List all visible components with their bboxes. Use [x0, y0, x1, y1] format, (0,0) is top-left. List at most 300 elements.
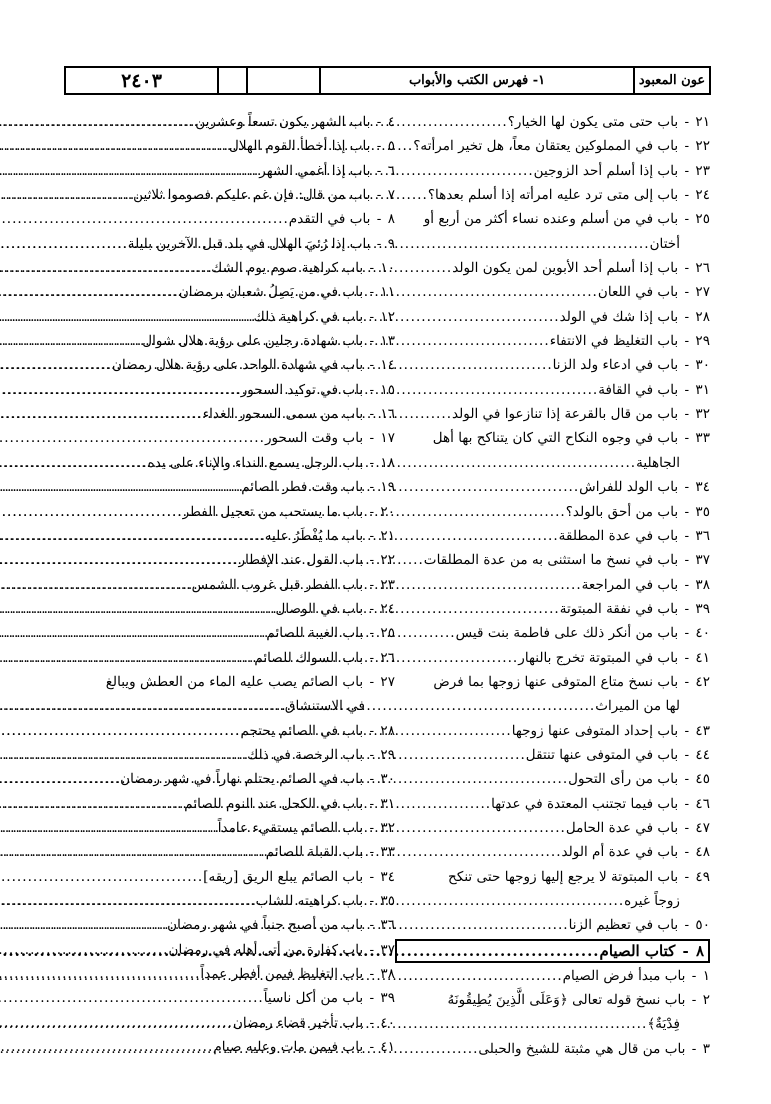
- entry-title: باب في المتوفى عنها تنتقل: [525, 746, 679, 763]
- entry-title: باب تأخير قضاء رمضان: [232, 1014, 364, 1031]
- entry-number: ٨: [387, 211, 395, 228]
- entry-separator: -: [365, 819, 379, 836]
- toc-entry: [395, 548, 710, 572]
- entry-title: باب إذا شك في الولد: [559, 308, 679, 325]
- entry-title: باب في توكيد السحور: [240, 381, 364, 398]
- entry-number: ٣٥: [695, 503, 710, 520]
- entry-title: باب مبدأ فرض الصيام: [562, 967, 686, 984]
- entry-separator: -: [365, 941, 379, 958]
- entry-title: باب المبتوتة لا يرجع إليها زوجها حتى تنكح: [448, 868, 679, 885]
- entry-separator: -: [680, 138, 694, 155]
- toc-entry: [68, 280, 395, 304]
- entry-number: ١٥: [380, 381, 395, 398]
- entry-title: باب ما يستحب من تعجيل الفطر: [182, 503, 364, 520]
- dot-leader: [0, 986, 264, 1010]
- entry-number: ٢٩: [380, 746, 395, 763]
- entry-separator: -: [365, 893, 379, 909]
- entry-title: باب في عدة أم الولد: [561, 844, 679, 861]
- toc-entry: [395, 988, 710, 1012]
- toc-entry: [395, 1037, 710, 1061]
- header-spacer: [246, 68, 319, 93]
- toc-entry: [395, 134, 710, 158]
- entry-separator: -: [680, 795, 694, 812]
- toc-entry: [395, 475, 710, 499]
- entry-number: ٢٢: [695, 138, 710, 155]
- entry-separator: -: [365, 454, 379, 471]
- dot-leader: [0, 500, 183, 524]
- entry-title: باب في اللعان: [597, 284, 679, 301]
- entry-title: باب نسخ قوله تعالى ﴿وَعَلَى الَّذِينَ يُطِيقُونَهُ: [447, 992, 686, 1009]
- entry-separator: -: [365, 673, 379, 690]
- entry-separator: -: [680, 479, 694, 496]
- entry-number: ١٠: [380, 260, 395, 277]
- dot-leader: [0, 402, 203, 426]
- toc-entry: [68, 329, 395, 353]
- entry-separator: -: [680, 844, 694, 861]
- entry-title: باب الشهر يكون تسعاً وعشرين: [195, 114, 371, 130]
- toc-entry: [68, 548, 395, 572]
- toc-entry: [395, 889, 710, 913]
- entry-separator: -: [680, 357, 694, 374]
- entry-number: ١٨: [380, 454, 395, 471]
- entry-number: ٤٤: [695, 746, 710, 763]
- dot-leader: [0, 305, 254, 329]
- entry-separator: -: [365, 527, 379, 544]
- entry-number: ٢٦: [695, 260, 710, 277]
- toc-entry: [68, 913, 395, 937]
- dot-leader: [0, 792, 184, 816]
- entry-separator: -: [365, 284, 379, 301]
- entry-number: ٩: [387, 235, 395, 252]
- entry-title: باب الصائم يصب عليه الماء من العطش ويبالغ: [105, 673, 364, 690]
- toc-entry: [68, 694, 395, 718]
- entry-title: باب نسخ متاع المتوفى عنها زوجها بما فرض: [433, 673, 679, 690]
- toc-entry: [395, 621, 710, 645]
- entry-number: ٣٢: [380, 819, 395, 836]
- toc-entry: [395, 305, 710, 329]
- entry-title: باب كراهيته للشاب: [255, 893, 364, 909]
- toc-entry: [395, 378, 710, 402]
- toc-entry: [68, 183, 395, 207]
- toc-entry: [68, 110, 395, 134]
- entry-separator: -: [365, 308, 379, 325]
- entry-separator: -: [365, 771, 379, 788]
- entry-title: باب التغليظ فيمن أفطر عمداً: [200, 966, 364, 983]
- toc-entry: [395, 207, 710, 231]
- entry-title: باب في شهادة الواحد على رؤية هلال رمضان: [112, 357, 364, 374]
- entry-title: لها من الميراث: [595, 698, 680, 715]
- toc-entry: [68, 816, 395, 840]
- entry-separator: -: [680, 771, 694, 788]
- entry-title: باب القبلة للصائم: [265, 844, 364, 861]
- dot-leader: [0, 865, 203, 889]
- entry-number: ٢٤: [380, 600, 395, 617]
- entry-number: ٨: [695, 941, 704, 960]
- entry-number: ٤٥: [695, 771, 710, 788]
- entry-title: باب إذا أسلم أحد الزوجين: [533, 162, 679, 179]
- dot-leader: [0, 816, 218, 840]
- dot-leader: [0, 451, 148, 475]
- entry-separator: -: [680, 284, 694, 301]
- toc-entry: [68, 1035, 395, 1059]
- entry-title: باب في كراهية ذلك: [253, 308, 364, 325]
- entry-number: ٢٧: [695, 284, 710, 301]
- entry-number: ٢٦: [380, 649, 395, 666]
- dot-leader: [0, 719, 240, 743]
- toc-entry: [68, 232, 395, 256]
- entry-separator: -: [687, 1040, 701, 1057]
- entry-number: ٣١: [695, 381, 710, 398]
- toc-entry: [68, 597, 395, 621]
- dot-leader: [0, 207, 289, 231]
- entry-title: باب القول عند الإفطار: [238, 552, 364, 569]
- entry-number: ٥: [387, 138, 395, 155]
- entry-title: باب من قال بالقرعة إذا تنازعوا في الولد: [452, 406, 679, 423]
- toc-entry: [68, 986, 395, 1010]
- toc-entry: [68, 207, 395, 231]
- entry-title: باب في عدة المطلقة: [558, 527, 679, 544]
- dot-leader: [0, 256, 211, 280]
- entry-title: باب من سمى السحور الغداء: [202, 406, 364, 423]
- entry-separator: -: [680, 722, 694, 739]
- dot-leader: [0, 353, 112, 377]
- toc-entry: [395, 1012, 710, 1036]
- entry-number: ٢٨: [695, 308, 710, 325]
- dot-leader: [0, 621, 266, 645]
- entry-number: ٣١: [380, 795, 395, 812]
- toc-entry: [395, 719, 710, 743]
- entry-separator: -: [365, 333, 379, 350]
- entry-number: ٤٢: [695, 673, 710, 690]
- entry-separator: -: [372, 162, 386, 179]
- page-number: ٢٤٠٣: [121, 69, 162, 92]
- entry-separator: -: [687, 967, 701, 984]
- entry-number: ٢١: [380, 527, 395, 544]
- entry-separator: -: [680, 381, 694, 398]
- entry-separator: -: [680, 187, 694, 204]
- toc-entry: [68, 305, 395, 329]
- toc-entry: [68, 865, 395, 889]
- entry-number: ٣٤: [380, 868, 395, 885]
- entry-number: ٤٧: [695, 819, 710, 836]
- dot-leader: [0, 475, 241, 499]
- entry-title: فِدْيَةٌ﴾: [647, 1016, 680, 1033]
- entry-separator: -: [365, 552, 379, 569]
- toc-right-column: [395, 110, 710, 1061]
- toc-entry: [395, 840, 710, 864]
- toc-entry: [395, 913, 710, 937]
- entry-title: في الاستنشاق: [284, 698, 365, 715]
- entry-number: ٣٤: [695, 479, 710, 496]
- toc-entry: [395, 159, 710, 183]
- entry-separator: -: [365, 795, 379, 812]
- dot-leader: [0, 938, 168, 962]
- entry-separator: -: [365, 1039, 379, 1056]
- entry-number: ٣٢: [695, 406, 710, 423]
- entry-title: باب كفارة من أتى أهله في رمضان: [168, 941, 364, 958]
- entry-number: ٢٧: [380, 673, 395, 690]
- toc-entry: [395, 500, 710, 524]
- entry-separator: -: [365, 503, 379, 520]
- toc-left-column: [68, 110, 395, 1059]
- entry-title: باب في التقدم: [288, 211, 371, 228]
- dot-leader: [0, 840, 266, 864]
- entry-title: باب من أنكر ذلك على فاطمة بنت قيس: [455, 625, 679, 642]
- entry-separator: -: [680, 527, 694, 544]
- toc-entry: [395, 426, 710, 450]
- toc-entry: [68, 451, 395, 475]
- entry-title: باب في تعظيم الزنا: [568, 917, 679, 934]
- entry-title: باب وقت فطر الصائم: [241, 479, 364, 496]
- dot-leader: [0, 962, 200, 986]
- entry-separator: -: [680, 746, 694, 763]
- entry-title: باب في ادعاء ولد الزنا: [552, 357, 679, 374]
- entry-number: ٤١: [380, 1039, 395, 1056]
- entry-number: ٣٧: [380, 941, 395, 958]
- entry-separator: -: [680, 649, 694, 666]
- entry-title: باب في نسخ ما استثنى به من عدة المطلقات: [423, 552, 679, 569]
- entry-number: ٦: [387, 162, 395, 179]
- entry-number: ٣٣: [695, 430, 710, 447]
- toc-entry: [68, 134, 395, 158]
- toc-entry: [68, 743, 395, 767]
- entry-separator: -: [680, 503, 694, 520]
- entry-number: ٥٠: [695, 917, 710, 934]
- entry-separator: -: [680, 600, 694, 617]
- toc-entry: [395, 573, 710, 597]
- entry-separator: -: [680, 211, 694, 228]
- entry-number: ٧: [387, 187, 395, 204]
- toc-entry: [68, 159, 395, 183]
- dot-leader: [0, 767, 120, 791]
- book-heading: [395, 939, 710, 963]
- entry-number: ٤٣: [695, 722, 710, 739]
- entry-title: باب في من يَصِلُ شعبان برمضان: [178, 284, 364, 301]
- entry-title: باب من أحق بالولد؟: [565, 503, 679, 520]
- entry-separator: -: [680, 819, 694, 836]
- toc-entry: [68, 840, 395, 864]
- entry-separator: -: [372, 211, 386, 228]
- entry-number: ٤٠: [695, 625, 710, 642]
- entry-separator: -: [365, 649, 379, 666]
- toc-entry: [395, 402, 710, 426]
- entry-number: ٤٦: [695, 795, 710, 812]
- entry-title: باب فيما تجتنب المعتدة في عدتها: [491, 795, 679, 812]
- dot-leader: [0, 524, 265, 548]
- entry-title: كتاب الصيام: [599, 941, 676, 960]
- toc-entry: [68, 573, 395, 597]
- entry-number: ١: [702, 967, 710, 984]
- entry-number: ١٤: [380, 357, 395, 374]
- entry-title: باب في المبتوتة تخرج بالنهار: [518, 649, 679, 666]
- dot-leader: [0, 1011, 233, 1035]
- entry-separator: -: [365, 357, 379, 374]
- dot-leader: [0, 183, 133, 207]
- entry-separator: -: [680, 162, 694, 179]
- toc-entry: [395, 329, 710, 353]
- entry-title: باب السواك للصائم: [254, 649, 364, 666]
- entry-title: باب في من أسلم وعنده نساء أكثر من أربع أو: [423, 211, 679, 228]
- toc-entry: [395, 792, 710, 816]
- entry-number: ٣٣: [380, 844, 395, 861]
- entry-separator: -: [365, 746, 379, 763]
- entry-separator: -: [365, 966, 379, 983]
- entry-number: ٢: [702, 992, 710, 1009]
- entry-separator: -: [365, 722, 379, 739]
- entry-number: ٤٠: [380, 1014, 395, 1031]
- entry-number: ٣٧: [695, 552, 710, 569]
- toc-entry: [395, 694, 710, 718]
- entry-title: باب من رأى التحول: [568, 771, 679, 788]
- entry-title: باب إذا أخطأ القوم الهلال: [228, 138, 371, 155]
- dot-leader: [0, 378, 241, 402]
- entry-title: باب التغليظ في الانتفاء: [549, 333, 679, 350]
- entry-number: ٤: [387, 114, 395, 130]
- section-title: ١- فهرس الكتب والأبواب: [319, 68, 633, 93]
- toc-entry: [68, 524, 395, 548]
- entry-separator: -: [365, 381, 379, 398]
- entry-title: باب الفطر قبل غروب الشمس: [191, 576, 364, 593]
- entry-number: ٣٠: [695, 357, 710, 374]
- toc-entry: [395, 451, 710, 475]
- entry-separator: -: [680, 406, 694, 423]
- entry-separator: -: [372, 138, 386, 155]
- toc-entry: [68, 378, 395, 402]
- entry-number: ٢٩: [695, 333, 710, 350]
- entry-title: باب الرجل يسمع النداء والإناء على يده: [147, 454, 364, 471]
- entry-number: ٣: [702, 1040, 710, 1057]
- toc-entry: [395, 280, 710, 304]
- entry-title: باب إحداد المتوفى عنها زوجها: [511, 722, 679, 739]
- book-name: عون المعبود: [633, 68, 709, 93]
- entry-number: ٢٤: [695, 187, 710, 204]
- toc-entry: [68, 353, 395, 377]
- entry-separator: -: [680, 552, 694, 569]
- entry-number: ٢٠: [380, 503, 395, 520]
- entry-number: ٣٨: [695, 576, 710, 593]
- dot-leader: [0, 134, 229, 158]
- toc-entry: [68, 767, 395, 791]
- entry-separator: -: [372, 235, 386, 252]
- entry-title: باب في الصائم يحتلم نهاراً في شهر رمضان: [120, 771, 364, 788]
- toc-entry: [395, 597, 710, 621]
- toc-entry: [395, 183, 710, 207]
- entry-title: باب إذا رُئيَ الهلال في بلد قبل الآخرين بليلة: [127, 235, 371, 252]
- toc-entry: [68, 500, 395, 524]
- dot-leader: [0, 889, 256, 913]
- dot-leader: [0, 597, 275, 621]
- entry-separator: -: [680, 673, 694, 690]
- dot-leader: [0, 548, 239, 572]
- dot-leader: [0, 694, 285, 718]
- toc-entry: [68, 670, 395, 694]
- entry-title: باب الصائم يستقيء عامداً: [217, 819, 364, 836]
- entry-title: باب من أصبح جنباً في شهر رمضان: [167, 917, 364, 934]
- dot-leader: [0, 1035, 213, 1059]
- entry-title: باب في عدة الحامل: [565, 819, 679, 836]
- dot-leader: [0, 573, 192, 597]
- entry-number: ٢٣: [380, 576, 395, 593]
- entry-separator: -: [680, 308, 694, 325]
- toc-entry: [68, 792, 395, 816]
- entry-title: باب في الكحل عند النوم للصائم: [184, 795, 364, 812]
- entry-number: ٣٩: [380, 990, 395, 1007]
- entry-separator: -: [365, 868, 379, 885]
- entry-number: ١٦: [380, 406, 395, 423]
- toc-entry: [68, 719, 395, 743]
- entry-separator: -: [680, 917, 694, 934]
- entry-number: ٢٨: [380, 722, 395, 739]
- entry-title: باب في القافة: [598, 381, 679, 398]
- toc-entry: [395, 646, 710, 670]
- entry-title: زوجاً غيره: [624, 893, 680, 909]
- toc-entry: [395, 110, 710, 134]
- toc-entry: [68, 962, 395, 986]
- entry-title: باب في نفقة المبتوتة: [559, 600, 679, 617]
- toc-entry: [68, 621, 395, 645]
- entry-title: باب في المملوكين يعتقان معاً، هل تخير امرأته؟: [413, 138, 679, 155]
- entry-separator: -: [365, 625, 379, 642]
- entry-title: باب فيمن مات وعليه صيام: [213, 1039, 364, 1056]
- entry-separator: -: [365, 917, 379, 934]
- dot-leader: [0, 329, 142, 353]
- entry-number: ٤١: [695, 649, 710, 666]
- header-spacer-small: [217, 68, 246, 93]
- entry-title: باب في وجوه النكاح التي كان يتناكح بها أهل: [432, 430, 679, 447]
- entry-title: باب في الصائم يحتجم: [240, 722, 364, 739]
- entry-number: ٣٠: [380, 771, 395, 788]
- entry-number: ٤٩: [695, 868, 710, 885]
- entry-number: ١٣: [380, 333, 395, 350]
- toc-entry: [395, 232, 710, 256]
- dot-leader: [0, 110, 195, 134]
- toc-entry: [68, 426, 395, 450]
- toc-entry: [395, 743, 710, 767]
- toc-entry: [68, 1011, 395, 1035]
- entry-number: ١١: [380, 284, 395, 301]
- entry-title: باب من أكل ناسياً: [263, 990, 364, 1007]
- entry-separator: -: [365, 576, 379, 593]
- toc-entry: [395, 524, 710, 548]
- toc-entry: [395, 964, 710, 988]
- entry-separator: -: [677, 941, 694, 960]
- entry-number: ٢٢: [380, 552, 395, 569]
- entry-number: ٣٥: [380, 893, 395, 909]
- entry-title: باب من قال هي مثبتة للشيخ والحبلى: [478, 1040, 686, 1057]
- entry-title: الجاهلية: [636, 454, 680, 471]
- entry-separator: -: [680, 625, 694, 642]
- dot-leader: [0, 743, 247, 767]
- entry-title: باب ما يُفْطَرُ عليه: [264, 527, 364, 544]
- entry-title: باب الغيبة للصائم: [266, 625, 364, 642]
- entry-number: ١٧: [380, 430, 395, 447]
- entry-separator: -: [365, 479, 379, 496]
- toc-entry: [395, 816, 710, 840]
- page-header: [64, 66, 711, 95]
- dot-leader: [0, 913, 167, 937]
- entry-title: باب من قال: فإن غم عليكم فصوموا ثلاثين: [133, 187, 371, 204]
- entry-number: ١٢: [380, 308, 395, 325]
- entry-separator: -: [365, 1014, 379, 1031]
- toc-entry: [68, 938, 395, 962]
- entry-number: ٤٨: [695, 844, 710, 861]
- toc-entry: [395, 865, 710, 889]
- entry-separator: -: [365, 430, 379, 447]
- dot-leader: [0, 232, 128, 256]
- entry-title: باب إلى متى ترد عليه امرأته إذا أسلم بعدها؟: [427, 187, 679, 204]
- dot-leader: [0, 426, 265, 450]
- entry-number: ٢٣: [695, 162, 710, 179]
